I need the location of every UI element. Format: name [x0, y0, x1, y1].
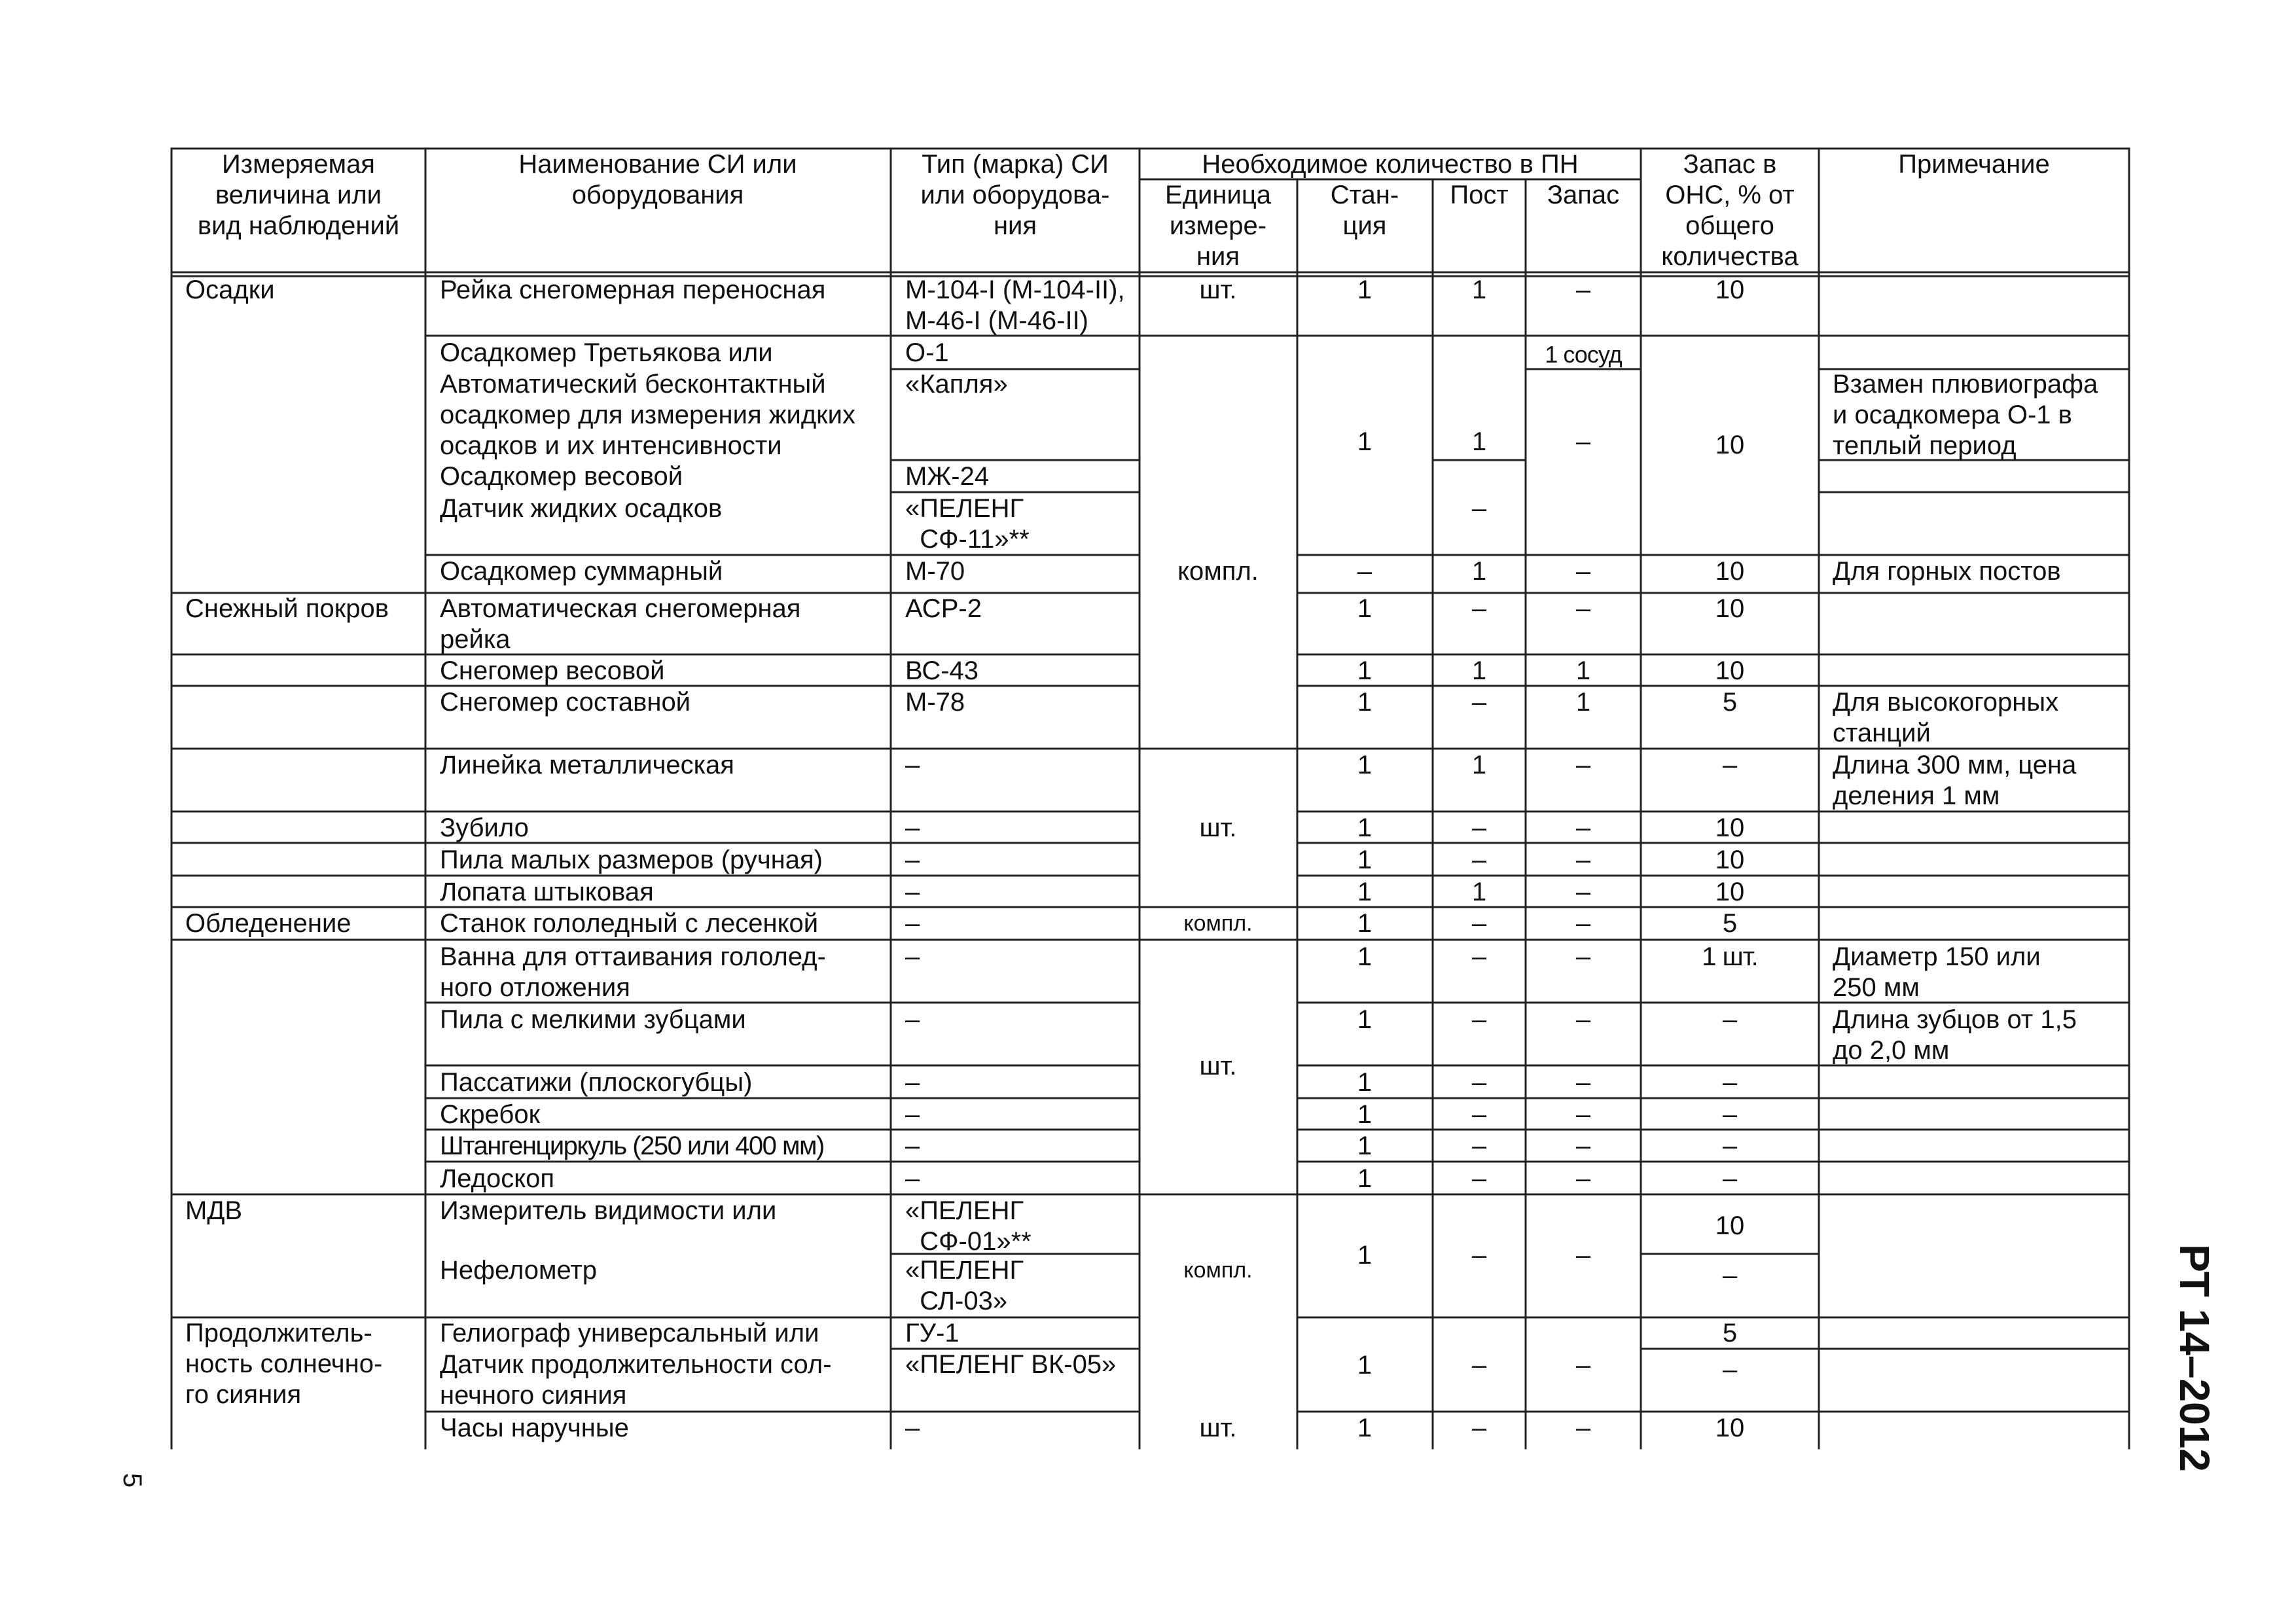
reserve-cell: –: [1575, 276, 1591, 304]
name-cell: Станок гололедный с лесенкой: [440, 909, 819, 938]
post-cell: –: [1471, 494, 1487, 523]
name-cell: Осадкомер весовой: [440, 462, 683, 491]
note-cell: Диаметр 150 или 250 мм: [1833, 942, 2041, 1002]
ons-reserve-cell: 10: [1715, 431, 1745, 459]
unit-cell: шт.: [1199, 276, 1237, 304]
reserve-cell: –: [1575, 427, 1591, 456]
type-cell: –: [905, 1132, 920, 1160]
post-cell: –: [1471, 1414, 1487, 1442]
ons-reserve-cell: 1 шт.: [1702, 942, 1758, 971]
type-cell: «ПЕЛЕНГ СЛ-03»: [905, 1256, 1024, 1315]
document-code: РТ 14–2012: [2171, 1244, 2218, 1472]
name-cell: Лопата штыковая: [440, 878, 654, 906]
header-unit: Единица измере- ния: [1165, 181, 1271, 271]
post-cell: –: [1471, 594, 1487, 623]
ons-reserve-cell: 10: [1715, 594, 1745, 623]
post-cell: –: [1471, 1241, 1487, 1270]
type-cell: –: [905, 1414, 920, 1442]
post-cell: 1: [1471, 656, 1487, 685]
unit-cell: компл.: [1177, 557, 1259, 586]
post-cell: 1: [1471, 427, 1487, 456]
post-cell: 1: [1471, 878, 1487, 906]
station-cell: 1: [1357, 878, 1372, 906]
name-cell: Рейка снегомерная переносная: [440, 276, 826, 304]
ons-reserve-cell: –: [1722, 1355, 1738, 1384]
type-cell: МЖ-24: [905, 462, 990, 491]
name-cell: Гелиограф универсальный или: [440, 1319, 819, 1347]
name-cell: Ледоскоп: [440, 1164, 555, 1193]
type-cell: «ПЕЛЕНГ ВК-05»: [905, 1350, 1117, 1379]
reserve-cell: –: [1575, 1241, 1591, 1270]
header-note: Примечание: [1898, 150, 2050, 179]
station-cell: 1: [1357, 1132, 1372, 1160]
station-cell: –: [1357, 557, 1372, 586]
name-cell: Осадкомер суммарный: [440, 557, 723, 586]
station-cell: 1: [1357, 1164, 1372, 1193]
station-cell: 1: [1357, 1414, 1372, 1442]
name-cell: Датчик жидких осадков: [440, 494, 723, 523]
name-cell: Датчик продолжительности сол- нечного сияния: [440, 1350, 832, 1410]
ons-reserve-cell: 10: [1715, 1414, 1745, 1442]
ons-reserve-cell: –: [1722, 1261, 1738, 1290]
post-cell: –: [1471, 688, 1487, 717]
type-cell: –: [905, 942, 920, 971]
post-cell: –: [1471, 1351, 1487, 1380]
type-cell: ВС-43: [905, 656, 979, 685]
name-cell: Скребок: [440, 1100, 541, 1129]
reserve-cell: 1: [1575, 656, 1591, 685]
page-number: 5: [118, 1472, 147, 1488]
post-cell: –: [1471, 909, 1487, 938]
type-cell: «Капля»: [905, 370, 1008, 399]
header-post: Пост: [1450, 181, 1509, 209]
station-cell: 1: [1357, 1068, 1372, 1097]
ons-reserve-cell: 5: [1722, 1319, 1738, 1347]
ons-reserve-cell: 5: [1722, 688, 1738, 717]
type-cell: М-78: [905, 688, 965, 717]
station-cell: 1: [1357, 1351, 1372, 1380]
name-cell: Осадкомер Третьякова или: [440, 338, 773, 367]
name-cell: Линейка металлическая: [440, 751, 734, 779]
ons-reserve-cell: 10: [1715, 656, 1745, 685]
station-cell: 1: [1357, 1241, 1372, 1270]
reserve-cell: –: [1575, 594, 1591, 623]
name-cell: Автоматическая снегомерная рейка: [440, 594, 801, 654]
name-cell: Пила с мелкими зубцами: [440, 1005, 746, 1034]
header-measure: Измеряемая величина или вид наблюдений: [197, 150, 400, 240]
type-cell: –: [905, 751, 920, 779]
reserve-cell: –: [1575, 557, 1591, 586]
name-cell: Снегомер составной: [440, 688, 691, 717]
unit-cell: шт.: [1199, 813, 1237, 842]
ons-reserve-cell: –: [1722, 1005, 1738, 1034]
ons-reserve-cell: –: [1722, 751, 1738, 779]
post-cell: 1: [1471, 751, 1487, 779]
post-cell: –: [1471, 1132, 1487, 1160]
type-cell: –: [905, 909, 920, 938]
post-cell: –: [1471, 942, 1487, 971]
station-cell: 1: [1357, 594, 1372, 623]
ons-reserve-cell: 10: [1715, 813, 1745, 842]
ons-reserve-cell: –: [1722, 1100, 1738, 1129]
station-cell: 1: [1357, 1005, 1372, 1034]
header-required-quantity: Необходимое количество в ПН: [1202, 150, 1579, 179]
name-cell: Автоматический бесконтактный осадкомер для измерения жидких осадков и их интенсивности: [440, 370, 855, 460]
measure-snow-cover: Снежный покров: [185, 594, 389, 623]
name-cell: Ванна для оттаивания гололед- ного отложения: [440, 942, 826, 1002]
header-reserve: Запас: [1547, 181, 1620, 209]
header-type: Тип (марка) СИ или оборудова- ния: [920, 150, 1110, 240]
reserve-cell: –: [1575, 751, 1591, 779]
note-cell: Длина зубцов от 1,5 до 2,0 мм: [1833, 1005, 2077, 1065]
station-cell: 1: [1357, 276, 1372, 304]
post-cell: 1: [1471, 557, 1487, 586]
type-cell: ГУ-1: [905, 1319, 960, 1347]
measure-precipitation: Осадки: [185, 276, 275, 304]
station-cell: 1: [1357, 909, 1372, 938]
ons-reserve-cell: 10: [1715, 1211, 1745, 1240]
note-cell: Длина 300 мм, цена деления 1 мм: [1833, 751, 2077, 810]
reserve-cell: –: [1575, 1351, 1591, 1380]
post-cell: –: [1471, 1068, 1487, 1097]
ons-reserve-cell: 5: [1722, 909, 1738, 938]
name-cell: Часы наручные: [440, 1414, 629, 1442]
reserve-cell: –: [1575, 1005, 1591, 1034]
type-cell: «ПЕЛЕНГ СФ-11»**: [905, 494, 1030, 554]
name-cell: Штангенциркуль (250 или 400 мм): [440, 1132, 824, 1160]
unit-cell: шт.: [1199, 1414, 1237, 1442]
name-cell: Измеритель видимости или: [440, 1196, 777, 1225]
name-cell: Пассатижи (плоскогубцы): [440, 1068, 753, 1097]
name-cell: Нефелометр: [440, 1256, 597, 1285]
ons-reserve-cell: –: [1722, 1068, 1738, 1097]
unit-cell: шт.: [1199, 1052, 1237, 1080]
type-cell: –: [905, 1164, 920, 1193]
reserve-cell: –: [1575, 1132, 1591, 1160]
ons-reserve-cell: 10: [1715, 276, 1745, 304]
measure-icing: Обледенение: [185, 909, 351, 938]
post-cell: 1: [1471, 276, 1487, 304]
note-cell: Для горных постов: [1833, 557, 2061, 586]
reserve-cell: –: [1575, 878, 1591, 906]
ons-reserve-cell: 10: [1715, 557, 1745, 586]
name-cell: Пила малых размеров (ручная): [440, 846, 823, 874]
reserve-cell: –: [1575, 942, 1591, 971]
station-cell: 1: [1357, 688, 1372, 717]
station-cell: 1: [1357, 656, 1372, 685]
type-cell: О-1: [905, 338, 949, 367]
header-ons-reserve: Запас в ОНС, % от общего количества: [1661, 150, 1799, 271]
reserve-cell: 1 сосуд: [1545, 341, 1622, 368]
reserve-cell: –: [1575, 1068, 1591, 1097]
reserve-cell: –: [1575, 1414, 1591, 1442]
name-cell: Зубило: [440, 813, 529, 842]
reserve-cell: –: [1575, 909, 1591, 938]
station-cell: 1: [1357, 427, 1372, 456]
station-cell: 1: [1357, 942, 1372, 971]
measure-mdv: МДВ: [185, 1196, 243, 1225]
ons-reserve-cell: 10: [1715, 846, 1745, 874]
station-cell: 1: [1357, 846, 1372, 874]
station-cell: 1: [1357, 1100, 1372, 1129]
post-cell: –: [1471, 846, 1487, 874]
note-cell: Для высокогорных станций: [1833, 688, 2059, 747]
type-cell: М-104-I (М-104-II), М-46-I (М-46-II): [905, 276, 1125, 335]
type-cell: –: [905, 1100, 920, 1129]
reserve-cell: –: [1575, 813, 1591, 842]
station-cell: 1: [1357, 751, 1372, 779]
type-cell: –: [905, 813, 920, 842]
type-cell: –: [905, 1068, 920, 1097]
type-cell: «ПЕЛЕНГ СФ-01»**: [905, 1196, 1031, 1256]
type-cell: –: [905, 878, 920, 906]
post-cell: –: [1471, 1164, 1487, 1193]
header-station: Стан- ция: [1330, 181, 1399, 240]
ons-reserve-cell: –: [1722, 1132, 1738, 1160]
post-cell: –: [1471, 813, 1487, 842]
reserve-cell: 1: [1575, 688, 1591, 717]
reserve-cell: –: [1575, 1164, 1591, 1193]
post-cell: –: [1471, 1100, 1487, 1129]
measure-sunshine-duration: Продолжитель- ность солнечно- го сияния: [185, 1319, 383, 1409]
unit-cell: компл.: [1183, 911, 1253, 936]
header-name: Наименование СИ или оборудования: [518, 150, 797, 209]
type-cell: АСР-2: [905, 594, 982, 623]
unit-cell: компл.: [1183, 1258, 1253, 1283]
type-cell: –: [905, 1005, 920, 1034]
post-cell: –: [1471, 1005, 1487, 1034]
station-cell: 1: [1357, 813, 1372, 842]
ons-reserve-cell: –: [1722, 1164, 1738, 1193]
type-cell: –: [905, 846, 920, 874]
reserve-cell: –: [1575, 846, 1591, 874]
type-cell: М-70: [905, 557, 965, 586]
note-cell: Взамен плювиографа и осадкомера О-1 в теплый период: [1833, 370, 2098, 460]
name-cell: Снегомер весовой: [440, 656, 665, 685]
ons-reserve-cell: 10: [1715, 878, 1745, 906]
reserve-cell: –: [1575, 1100, 1591, 1129]
